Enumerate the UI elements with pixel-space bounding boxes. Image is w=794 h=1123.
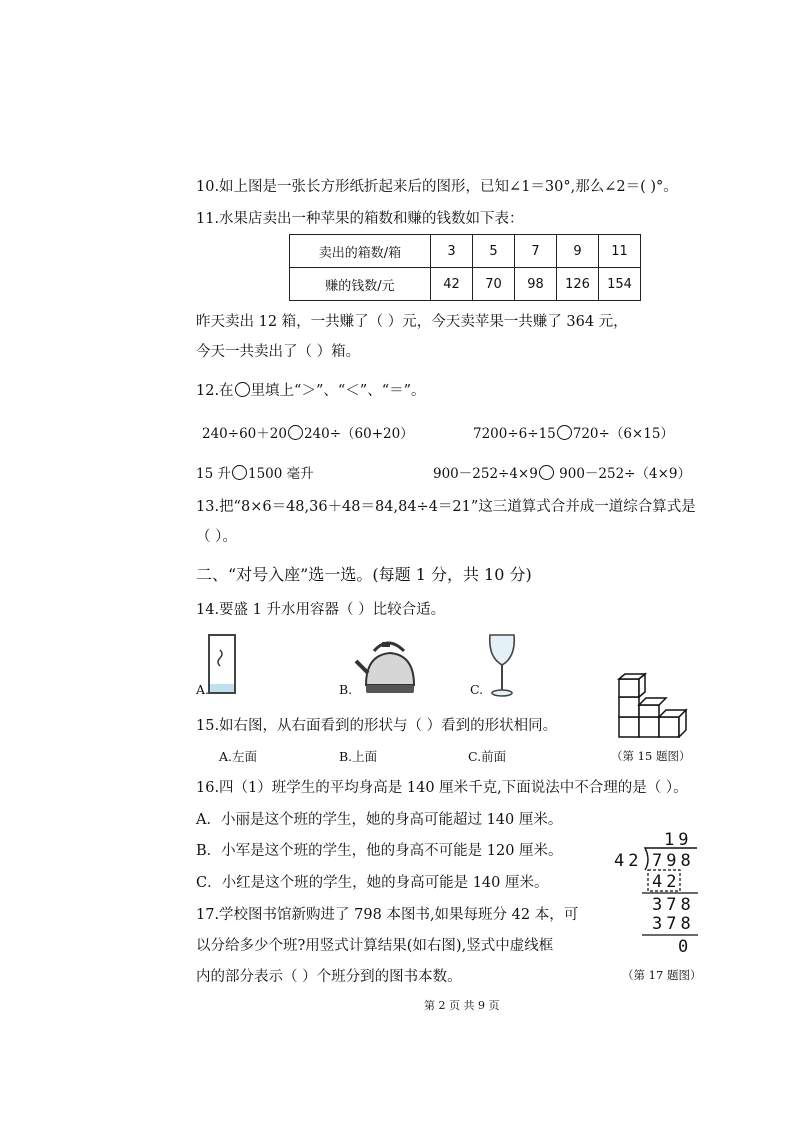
table-header-money: 赚的钱数/元 — [290, 268, 431, 301]
glass-cylinder-icon — [206, 632, 238, 696]
circle-blank-icon — [235, 382, 250, 397]
q12-intro-b: 里填上“＞”、“＜”、“＝”。 — [250, 383, 426, 399]
table-cell: 9 — [557, 235, 599, 268]
table-cell: 7 — [515, 235, 557, 268]
q12-intro — [196, 382, 426, 399]
wine-glass-icon — [486, 633, 518, 699]
quotient: 19 — [664, 830, 693, 850]
q16-option-b[interactable]: B．小军是这个班的学生，他的身高不可能是 120 厘米。 — [196, 843, 563, 859]
remainder: 0 — [678, 937, 693, 957]
q15-caption: （第 15 题图） — [611, 749, 691, 763]
expr-right: 900－252÷（4×9） — [554, 466, 691, 482]
compare-circle-icon[interactable] — [539, 465, 554, 480]
expr-left: 7200÷6÷15 — [473, 426, 556, 442]
division-bracket-lines — [612, 828, 712, 958]
q17-line1: 17.学校图书馆新购进了 798 本图书,如果每班分 42 本，可 — [196, 907, 579, 923]
table-row — [290, 235, 641, 268]
q11-line1: 昨天卖出 12 箱，一共赚了（ ）元，今天卖苹果一共赚了 364 元， — [196, 314, 628, 330]
q12-intro-a: 12.在 — [196, 383, 234, 399]
kettle-icon — [352, 633, 422, 697]
q16-option-c[interactable]: C．小红是这个班的学生，她的身高可能是 140 厘米。 — [196, 875, 549, 891]
expr-right: 1500 毫升 — [247, 466, 314, 482]
divisor: 42 — [614, 851, 643, 871]
table-cell: 154 — [599, 268, 641, 301]
page-footer: 第 2 页 共 9 页 — [424, 999, 500, 1012]
q17-line3: 内的部分表示（ ）个班分到的图书本数。 — [196, 969, 462, 985]
q12-expr-4 — [433, 465, 691, 482]
q12-expr-3 — [196, 465, 314, 482]
table-cell: 70 — [473, 268, 515, 301]
compare-circle-icon[interactable] — [557, 425, 572, 440]
step-subtract-2: 378 — [652, 914, 695, 934]
q16-text: 16.四（1）班学生的平均身高是 140 厘米千克,下面说法中不合理的是（ ）。 — [196, 780, 688, 796]
q12-expr-1 — [202, 425, 414, 442]
sales-table — [289, 234, 641, 301]
table-cell: 3 — [431, 235, 473, 268]
table-cell: 5 — [473, 235, 515, 268]
q16-option-a[interactable]: A．小丽是这个班的学生，她的身高可能超过 140 厘米。 — [196, 812, 563, 828]
step-subtract-1: 42 — [652, 872, 681, 892]
table-cell: 42 — [431, 268, 473, 301]
q14-option-b[interactable]: B. — [339, 682, 353, 697]
q15-option-b[interactable]: B.上面 — [339, 749, 378, 764]
expr-left: 240÷60＋20 — [202, 426, 287, 442]
expr-right: 720÷（6×15） — [572, 426, 674, 442]
table-cell: 11 — [599, 235, 641, 268]
q10-text: 10.如上图是一张长方形纸折起来后的图形，已知∠1＝30°,那么∠2＝( )°。 — [196, 179, 678, 195]
q17-caption: （第 17 题图） — [622, 968, 702, 982]
compare-circle-icon[interactable] — [232, 465, 247, 480]
q14-text: 14.要盛 1 升水用容器（ ）比较合适。 — [196, 602, 446, 618]
section-2-heading: 二、“对号入座”选一选。(每题 1 分，共 10 分) — [196, 565, 532, 584]
expr-right: 240÷（60+20） — [303, 426, 414, 442]
q12-expr-2 — [473, 425, 674, 442]
expr-left: 900－252÷4×9 — [433, 466, 538, 482]
q14-option-a[interactable]: A. — [196, 682, 210, 697]
q15-text: 15.如右图，从右面看到的形状与（ ）看到的形状相同。 — [196, 718, 558, 734]
q11-text: 11.水果店卖出一种苹果的箱数和赚的钱数如下表： — [196, 211, 524, 227]
q13-line2: （ ）。 — [196, 529, 237, 545]
q15-option-a[interactable]: A.左面 — [219, 749, 258, 764]
q17-line2: 以分给多少个班?用竖式计算结果(如右图),竖式中虚线框 — [196, 938, 554, 954]
cube-stack-icon — [617, 672, 689, 738]
q11-line2: 今天一共卖出了（ ）箱。 — [196, 344, 361, 360]
q13-line1: 13.把“8×6＝48,36＋48＝84,84÷4＝21”这三道算式合并成一道综合算式是 — [196, 499, 696, 515]
q14-option-c[interactable]: C. — [470, 682, 484, 697]
compare-circle-icon[interactable] — [288, 425, 303, 440]
table-header-boxes: 卖出的箱数/箱 — [290, 235, 431, 268]
q15-option-c[interactable]: C.前面 — [468, 749, 507, 764]
expr-left: 15 升 — [196, 466, 231, 482]
table-cell: 126 — [557, 268, 599, 301]
table-row — [290, 268, 641, 301]
table-cell: 98 — [515, 268, 557, 301]
step-partial-dividend: 378 — [652, 895, 695, 915]
dividend: 798 — [652, 851, 695, 871]
